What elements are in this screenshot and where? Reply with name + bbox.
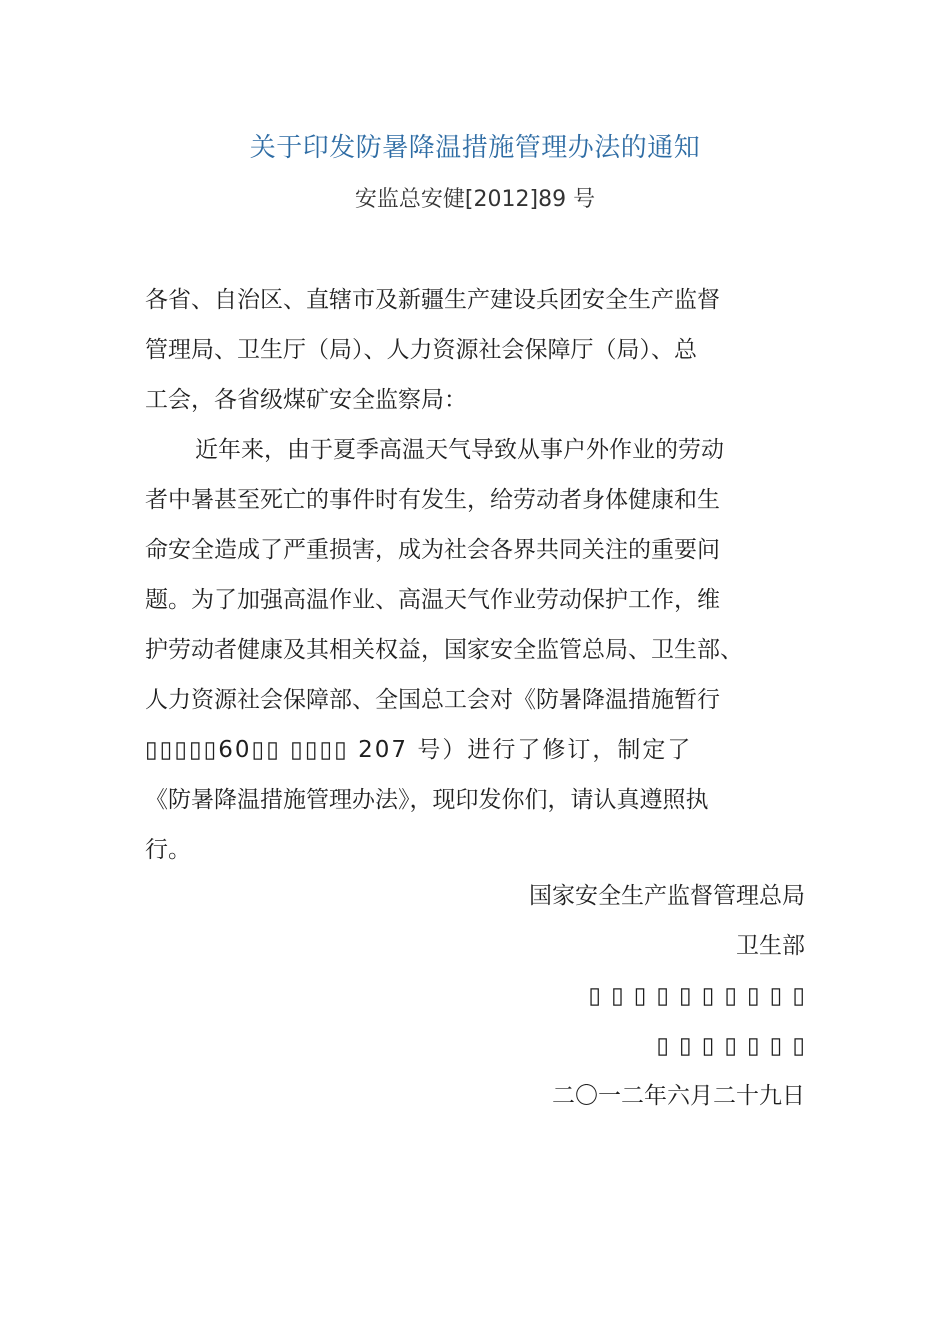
document-number: 安监总安健[2012]89 号 (354, 187, 596, 212)
body-line: 管理局、卫生厅（局）、人力资源社会保障厅（局）、总 (145, 337, 697, 363)
signature-garbled: ▯▯▯▯▯▯▯ (656, 1033, 815, 1059)
document-body (145, 280, 795, 880)
signature-agency: 国家安全生产监督管理总局 (529, 883, 805, 909)
body-line: 《防暑降温措施管理办法》，现印发你们，请认真遵照执 (145, 787, 709, 813)
signature-ministry: 卫生部 (736, 933, 805, 959)
signature-date: 二〇一二年六月二十九日 (552, 1083, 805, 1109)
body-line: 工会，各省级煤矿安全监察局： (145, 387, 467, 413)
body-line: 者中暑甚至死亡的事件时有发生，给劳动者身体健康和生 (145, 487, 720, 513)
body-line-garbled: ▯▯▯▯▯60▯▯ ▯▯▯▯ 207 号）进行了修订，制定了 (145, 737, 693, 763)
document-title: 关于印发防暑降温措施管理办法的通知 (249, 133, 701, 163)
body-line: 各省、自治区、直辖市及新疆生产建设兵团安全生产监督 (145, 287, 720, 313)
body-line: 行。 (145, 837, 191, 863)
body-line: 题。为了加强高温作业、高温天气作业劳动保护工作，维 (145, 587, 720, 613)
body-line: 护劳动者健康及其相关权益，国家安全监管总局、卫生部、 (145, 637, 743, 663)
body-line: 命安全造成了严重损害，成为社会各界共同关注的重要问 (145, 537, 720, 563)
body-line: 近年来，由于夏季高温天气导致从事户外作业的劳动 (195, 437, 724, 463)
signature-garbled: ▯▯▯▯▯▯▯▯▯▯ (588, 983, 815, 1009)
body-line: 人力资源社会保障部、全国总工会对《防暑降温措施暂行 (145, 687, 720, 713)
signature-block (145, 876, 815, 1126)
